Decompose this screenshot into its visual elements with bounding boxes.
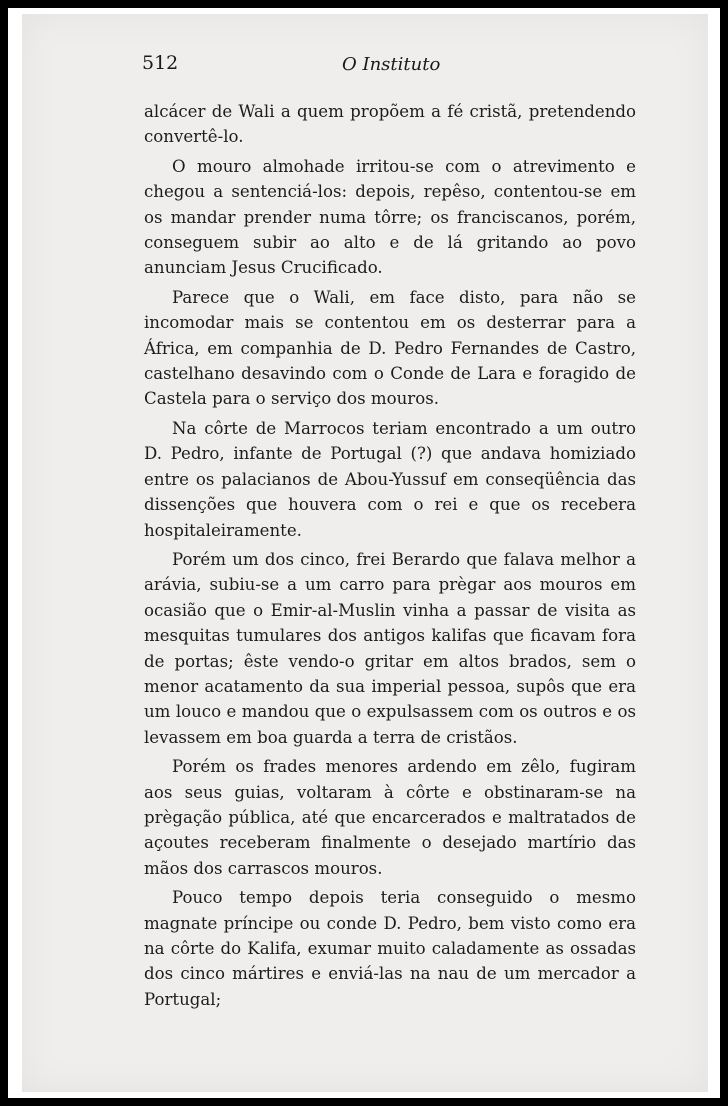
- paragraph-7: Pouco tempo depois teria conseguido o mesmo magnate príncipe ou conde D. Pedro, bem visto como era na côrte do Kalifa, exumar muito caladamente as ossadas dos cinco mártires e enviá-las na nau de um mercador a Portugal;: [144, 888, 636, 1009]
- paragraph-3: Parece que o Wali, em face disto, para não se incomodar mais se contentou em os desterrar para a África, em companhia de D. Pedro Fernandes de Castro, castelhano desavindo com o Conde de Lara e foragido de Castela para o serviço dos mouros.: [144, 287, 636, 409]
- scan-frame: [8, 8, 720, 1098]
- paragraph-4: Na côrte de Marrocos teriam encontrado a um outro D. Pedro, infante de Portugal (?) que andava homiziado entre os palacianos de Abou-Yussuf em conseqüência das dissenções que houvera com o rei e que os recebera hospitaleiramente.: [144, 418, 636, 540]
- body-text: [144, 99, 636, 1016]
- paragraph-1: alcácer de Wali a quem propõem a fé cristã, pretendendo convertê-lo.: [144, 102, 636, 147]
- paragraph-5: Porém um dos cinco, frei Berardo que falava melhor a arávia, subiu-se a um carro para prègar aos mouros em ocasião que o Emir-al-Muslin vinha a passar de visita as mesquitas tumulares dos antigos kalifas que ficavam fora de portas; êste vendo-o gritar em altos brados, sem o menor acatamento da sua imperial pessoa, supôs que era um louco e mandou que o expulsassem com os outros e os levassem em boa guarda a terra de cristãos.: [144, 549, 636, 747]
- paragraph-2: O mouro almohade irritou-se com o atrevimento e chegou a sentenciá-los: depois, repêso, contentou-se em os mandar prender numa tôrre; os franciscanos, porém, conseguem subir ao alto e de lá gritando ao povo anunciam Jesus Crucificado.: [144, 156, 636, 278]
- page-header: [142, 52, 636, 80]
- page-number: 512: [142, 52, 179, 74]
- paragraph-6: Porém os frades menores ardendo em zêlo, fugiram aos seus guias, voltaram à côrte e obstinaram-se na prègação pública, até que encarcerados e maltratados de açoutes receberam finalmente o desejado martírio das mãos dos carrascos mouros.: [144, 757, 636, 878]
- running-title: O Instituto: [342, 54, 441, 75]
